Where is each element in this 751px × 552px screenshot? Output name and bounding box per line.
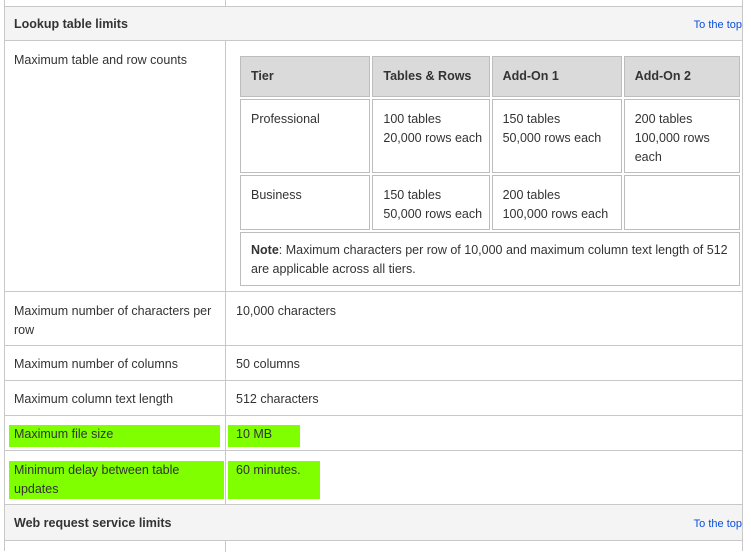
tier-cell: 150 tables 50,000 rows each [372,175,489,230]
row-value: 10 MB [236,427,273,441]
row-label: Maximum file size [14,427,114,441]
row-value: 50 columns [236,357,300,371]
row-label: Maximum table and row counts [14,53,187,67]
lookup-section-header [5,6,742,40]
limits-table [4,0,743,551]
tier-cell: 200 tables 100,000 rows each [624,99,740,173]
table-row [5,291,742,345]
row-label: Maximum column text length [14,392,174,406]
col-header: Add-On 1 [492,56,622,97]
next-row [5,540,742,552]
tier-cell: 200 tables 100,000 rows each [492,175,622,230]
to-the-top-link[interactable]: To the top [693,19,742,31]
col-header: Tables & Rows [372,56,489,97]
section-title: Lookup table limits [14,17,128,31]
tier-cell-empty [624,175,740,230]
row-value: 60 minutes. [236,463,301,477]
tier-row-business [240,175,740,230]
col-header: Tier [240,56,370,97]
web-section-header [5,504,742,540]
table-row [5,345,742,380]
row-value: 10,000 characters [236,304,337,318]
row-value: 512 characters [236,392,319,406]
table-row [5,415,742,450]
tier-name: Business [240,175,370,230]
table-row [5,450,742,504]
to-the-top-link[interactable]: To the top [693,518,742,530]
tier-note: Note: Maximum characters per row of 10,000 and maximum column text length of 512 are applicable across all tiers. [240,232,740,286]
tier-cell: 100 tables 20,000 rows each [372,99,489,173]
tier-note-row [240,232,740,286]
section-title: Web request service limits [14,516,172,530]
col-header: Add-On 2 [624,56,740,97]
tier-table [238,54,742,288]
tier-row-professional [240,99,740,173]
table-row [5,40,742,291]
row-label: Maximum number of characters per row [14,304,212,337]
table-row [5,380,742,415]
row-label: Maximum number of columns [14,357,178,371]
tier-name: Professional [240,99,370,173]
row-label: Minimum delay between table updates [14,463,180,496]
tier-cell: 150 tables 50,000 rows each [492,99,622,173]
tier-table-header [240,56,740,97]
